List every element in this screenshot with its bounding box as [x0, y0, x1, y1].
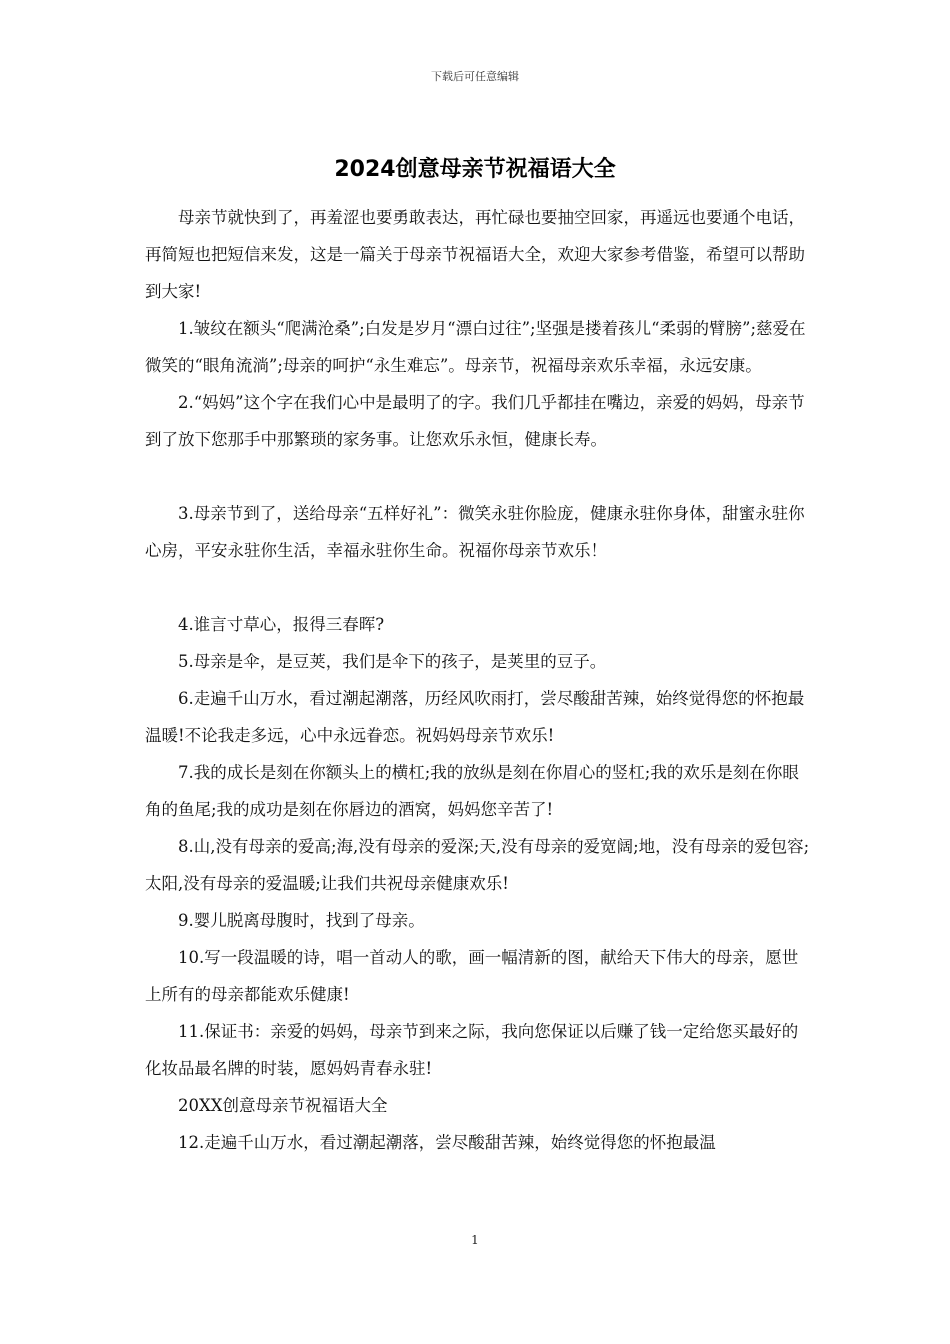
- paragraph-item-9: 9.婴儿脱离母腹时，找到了母亲。: [178, 911, 425, 930]
- paragraph-item-3: 3.母亲节到了，送给母亲“五样好礼”：微笑永驻你脸庞，健康永驻你身体，甜蜜永驻你心房，平安永驻你生活，幸福永驻你生命。祝福你母亲节欢乐！: [145, 504, 805, 560]
- section-subheading: 20XX创意母亲节祝福语大全: [178, 1096, 388, 1115]
- paragraph-item-12: 12.走遍千山万水，看过潮起潮落，尝尽酸甜苦辣，始终觉得您的怀抱最温: [178, 1133, 716, 1152]
- page-number: 1: [471, 1233, 479, 1247]
- paragraph-item-7: 7.我的成长是刻在你额头上的横杠;我的放纵是刻在你眉心的竖杠;我的欢乐是刻在你眼角的鱼尾;我的成功是刻在你唇边的酒窝，妈妈您辛苦了!: [145, 763, 799, 819]
- intro-paragraph: 母亲节就快到了，再羞涩也要勇敢表达，再忙碌也要抽空回家，再遥远也要通个电话，再简短也把短信来发，这是一篇关于母亲节祝福语大全，欢迎大家参考借鉴，希望可以帮助到大家!: [145, 208, 805, 301]
- document-body: [145, 199, 810, 1161]
- paragraph-item-1: 1.皱纹在额头“爬满沧桑”;白发是岁月“漂白过往”;坚强是搂着孩儿“柔弱的臂膀”;慈爱在微笑的“眼角流淌”;母亲的呵护“永生难忘”。母亲节，祝福母亲欢乐幸福，永远安康。: [145, 319, 806, 375]
- paragraph-item-10: 10.写一段温暖的诗，唱一首动人的歌，画一幅清新的图，献给天下伟大的母亲，愿世上所有的母亲都能欢乐健康!: [145, 948, 799, 1004]
- paragraph-item-5: 5.母亲是伞，是豆荚，我们是伞下的孩子，是荚里的豆子。: [178, 652, 607, 671]
- paragraph-item-8: 8.山,没有母亲的爱高;海,没有母亲的爱深;天,没有母亲的爱宽阔;地，没有母亲的爱包容;太阳,没有母亲的爱温暖;让我们共祝母亲健康欢乐!: [145, 837, 810, 893]
- paragraph-item-6: 6.走遍千山万水，看过潮起潮落，历经风吹雨打，尝尽酸甜苦辣，始终觉得您的怀抱最温暖!不论我走多远，心中永远眷恋。祝妈妈母亲节欢乐!: [145, 689, 805, 745]
- paragraph-item-2: 2.“妈妈”这个字在我们心中是最明了的字。我们几乎都挂在嘴边，亲爱的妈妈，母亲节到了放下您那手中那繁琐的家务事。让您欢乐永恒，健康长寿。: [145, 393, 805, 449]
- document-title: 2024创意母亲节祝福语大全: [334, 157, 616, 182]
- paragraph-item-4: 4.谁言寸草心，报得三春晖?: [178, 615, 385, 634]
- header-note: 下载后可任意编辑: [431, 70, 519, 83]
- paragraph-item-11: 11.保证书：亲爱的妈妈，母亲节到来之际，我向您保证以后赚了钱一定给您买最好的化妆品最名牌的时装，愿妈妈青春永驻!: [145, 1022, 799, 1078]
